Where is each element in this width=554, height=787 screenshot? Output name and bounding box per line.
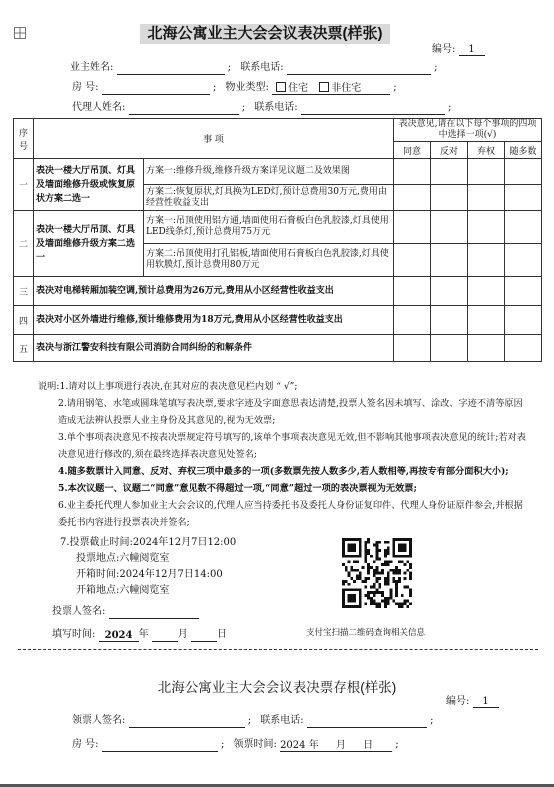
header-agree: 同意 bbox=[394, 142, 431, 159]
phone-label: 联系电话: bbox=[240, 62, 284, 73]
row-seq: 五 bbox=[14, 335, 34, 362]
count-place: 开箱地点:六幢阅览室 bbox=[76, 585, 170, 596]
header-majority: 随多数 bbox=[505, 142, 542, 159]
header-item: 事 项 bbox=[34, 119, 394, 159]
serial-label: 编号: bbox=[432, 44, 456, 55]
sep: ; bbox=[247, 715, 252, 726]
vote-abstain-cell[interactable] bbox=[468, 244, 505, 277]
year-unit: 年 bbox=[308, 740, 319, 751]
row-seq: 四 bbox=[14, 306, 34, 335]
receive-time-label: 领票时间: bbox=[233, 739, 277, 750]
note-2: 2.请用钢笔、水笔或圆珠笔填写表决票,要求字迹及字面意思表达清楚,投票人签名因未填写、涂改、字迹不清等原因造成无法辨认投票人业主身份及其意见的,视为无效票; bbox=[58, 398, 523, 426]
day-unit: 日 bbox=[363, 740, 374, 751]
receiver-sign-field[interactable] bbox=[129, 715, 245, 728]
agent-name-field[interactable] bbox=[129, 102, 239, 115]
qr-caption: 支付宝扫描二维码查询相关信息 bbox=[306, 627, 426, 637]
row-item: 表决一楼大厅吊顶、灯具及墙面维修升级或恢复原状方案二选一 bbox=[34, 159, 144, 211]
property-type-label: 物业类型: bbox=[225, 82, 269, 93]
vote-abstain-cell[interactable] bbox=[468, 185, 505, 211]
stub-phone-label: 联系电话: bbox=[260, 715, 304, 726]
voter-sign-row bbox=[52, 605, 199, 619]
stub-title: 北海公寓业主大会会议表决票存根(样张) bbox=[157, 680, 397, 695]
room-label: 房 号: bbox=[72, 82, 99, 93]
receive-time-field[interactable] bbox=[280, 739, 392, 752]
vote-agree-cell[interactable] bbox=[394, 185, 431, 211]
note-5: 5.本次议题一、议题二“同意”意见数不得超过一项,“同意”超过一项的表决票视为无效票; bbox=[58, 483, 417, 494]
vote-majority-cell[interactable] bbox=[505, 185, 542, 211]
plan-cell: 方案二:恢复原状,灯具换为LED灯,预计总费用30万元,费用由经营性收益支出 bbox=[144, 185, 394, 211]
serial-value: 1 bbox=[459, 44, 485, 56]
stub-room-label: 房 号: bbox=[72, 739, 99, 750]
vote-abstain-cell[interactable] bbox=[468, 335, 505, 362]
vote-against-cell[interactable] bbox=[431, 211, 468, 244]
plan-cell: 方案一:吊顶使用铝方通,墙面使用石膏板白色乳胶漆,灯具使用LED线条灯,预计总费用75万元 bbox=[144, 211, 394, 244]
note-1: 说明:1.请对以上事项进行表决,在其对应的表决意见栏内划 “ √”; bbox=[38, 381, 298, 392]
plan-cell: 方案一:维修升级,维修升级方案详见议题二及效果图 bbox=[144, 159, 394, 185]
sep: ; bbox=[395, 739, 399, 750]
vote-majority-cell[interactable] bbox=[505, 306, 542, 335]
stub-row-2 bbox=[72, 738, 399, 752]
fill-time-day[interactable] bbox=[191, 629, 217, 642]
vote-against-cell[interactable] bbox=[431, 185, 468, 211]
vote-abstain-cell[interactable] bbox=[468, 211, 505, 244]
stub-year: 2024 bbox=[280, 740, 306, 751]
vote-against-cell[interactable] bbox=[431, 335, 468, 362]
agent-phone-field[interactable] bbox=[301, 102, 445, 115]
row-seq: 三 bbox=[14, 277, 34, 306]
sep: ; bbox=[212, 82, 217, 93]
vote-agree-cell[interactable] bbox=[394, 277, 431, 306]
property-type-field bbox=[272, 82, 390, 95]
vote-agree-cell[interactable] bbox=[394, 159, 431, 185]
ballot-title: 北海公寓业主大会会议表决票(样张) bbox=[140, 24, 390, 44]
serial-number bbox=[432, 40, 485, 56]
stub-serial-value: 1 bbox=[473, 696, 499, 708]
non-residential-checkbox[interactable] bbox=[319, 82, 329, 92]
owner-name-label: 业主姓名: bbox=[70, 62, 114, 73]
owner-row-2 bbox=[72, 81, 397, 95]
owner-name-field[interactable] bbox=[117, 62, 225, 75]
vote-against-cell[interactable] bbox=[431, 244, 468, 277]
vote-against-cell[interactable] bbox=[431, 277, 468, 306]
sep: ; bbox=[220, 739, 225, 750]
fill-time-year[interactable]: 2024 bbox=[99, 629, 139, 642]
plan-cell: 方案二:吊顶使用打孔铝板,墙面使用石膏板白色乳胶漆,灯具使用软膜灯,预计总费用80万元 bbox=[144, 244, 394, 277]
vote-against-cell[interactable] bbox=[431, 306, 468, 335]
sep: ; bbox=[241, 102, 246, 113]
row-item: 表决对电梯转厢加装空调,预计总费用为26万元,费用从小区经营性收益支出 bbox=[34, 277, 394, 306]
fill-time-month[interactable] bbox=[152, 629, 178, 642]
vote-majority-cell[interactable] bbox=[505, 335, 542, 362]
agent-phone-label: 联系电话: bbox=[254, 102, 298, 113]
vote-majority-cell[interactable] bbox=[505, 277, 542, 306]
phone-field[interactable] bbox=[287, 62, 431, 75]
row-item: 表决对小区外墙进行维修,预计维修费用为18万元,费用从小区经营性收益支出 bbox=[34, 306, 394, 335]
header-against: 反对 bbox=[431, 142, 468, 159]
residential-checkbox[interactable] bbox=[276, 82, 286, 92]
receiver-sign-label: 领票人签名: bbox=[72, 715, 126, 726]
note-6: 6.业主委托代理人参加业主大会会议的,代理人应当持委托书及委托人身份证复印件、代理人身份证原件参会,并根据委托书内容进行投票表决并签名; bbox=[58, 500, 523, 528]
row-seq: 一 bbox=[14, 159, 34, 211]
sep: ; bbox=[448, 102, 452, 113]
non-residential-label: 非住宅 bbox=[331, 83, 362, 94]
year-unit: 年 bbox=[138, 629, 149, 640]
stub-room-field[interactable] bbox=[102, 739, 218, 752]
sep: ; bbox=[393, 82, 397, 93]
day-unit: 日 bbox=[216, 629, 227, 640]
header-seq: 序号 bbox=[14, 119, 34, 159]
header-opinion: 表决意见,请在以下每个事项的四项中选择一项(√) bbox=[394, 119, 542, 142]
move-handle-icon[interactable] bbox=[14, 27, 26, 39]
voter-sign-field[interactable] bbox=[109, 606, 199, 619]
vote-against-cell[interactable] bbox=[431, 159, 468, 185]
vote-abstain-cell[interactable] bbox=[468, 277, 505, 306]
row-item: 表决与浙江警安科技有限公司消防合同纠纷的和解条件 bbox=[34, 335, 394, 362]
sep: ; bbox=[434, 62, 438, 73]
fill-time-row bbox=[52, 628, 227, 642]
sep: ; bbox=[227, 62, 232, 73]
vote-place: 投票地点:六幢阅览室 bbox=[76, 553, 170, 564]
cut-line bbox=[18, 649, 538, 650]
qr-code-icon bbox=[342, 538, 412, 608]
month-unit: 月 bbox=[335, 740, 346, 751]
vote-majority-cell[interactable] bbox=[505, 159, 542, 185]
fill-time-label: 填写时间: bbox=[52, 629, 96, 640]
vote-abstain-cell[interactable] bbox=[468, 306, 505, 335]
voter-sign-label: 投票人签名: bbox=[52, 606, 106, 617]
vote-agree-cell[interactable] bbox=[394, 306, 431, 335]
owner-row-1 bbox=[70, 61, 437, 75]
vote-majority-cell[interactable] bbox=[505, 211, 542, 244]
ballot-table bbox=[13, 118, 542, 362]
vote-abstain-cell[interactable] bbox=[468, 159, 505, 185]
sep: ; bbox=[430, 715, 434, 726]
stub-phone-field[interactable] bbox=[307, 715, 427, 728]
count-time: 开箱时间:2024年12月7日14:00 bbox=[76, 569, 223, 580]
vote-agree-cell[interactable] bbox=[394, 244, 431, 277]
row-seq: 二 bbox=[14, 211, 34, 277]
vote-agree-cell[interactable] bbox=[394, 211, 431, 244]
deadline: 7.投票截止时间:2024年12月7日12:00 bbox=[60, 537, 237, 548]
vote-agree-cell[interactable] bbox=[394, 335, 431, 362]
row-item: 表决一楼大厅吊顶、灯具及墙面维修升级方案二选一 bbox=[34, 211, 144, 277]
instructions bbox=[38, 378, 528, 531]
room-field[interactable] bbox=[102, 82, 210, 95]
month-unit: 月 bbox=[177, 629, 188, 640]
agent-name-label: 代理人姓名: bbox=[72, 102, 126, 113]
stub-serial bbox=[446, 692, 499, 708]
stub-serial-label: 编号: bbox=[446, 696, 470, 707]
stub-row-1 bbox=[72, 714, 433, 728]
owner-row-3 bbox=[72, 101, 451, 115]
note-4: 4.随多数票计入同意、反对、弃权三项中最多的一项(多数票先按人数多少,若人数相等,再按专有部分面积大小); bbox=[58, 466, 509, 477]
header-abstain: 弃权 bbox=[468, 142, 505, 159]
note-3: 3.单个事项表决意见不按表决票规定符号填写的,该单个事项表决意见无效,但不影响其他事项表决意见的统计;若对表决意见进行修改的,须在最终选择表决意见处签名; bbox=[58, 432, 526, 460]
residential-label: 住宅 bbox=[288, 83, 309, 94]
vote-majority-cell[interactable] bbox=[505, 244, 542, 277]
